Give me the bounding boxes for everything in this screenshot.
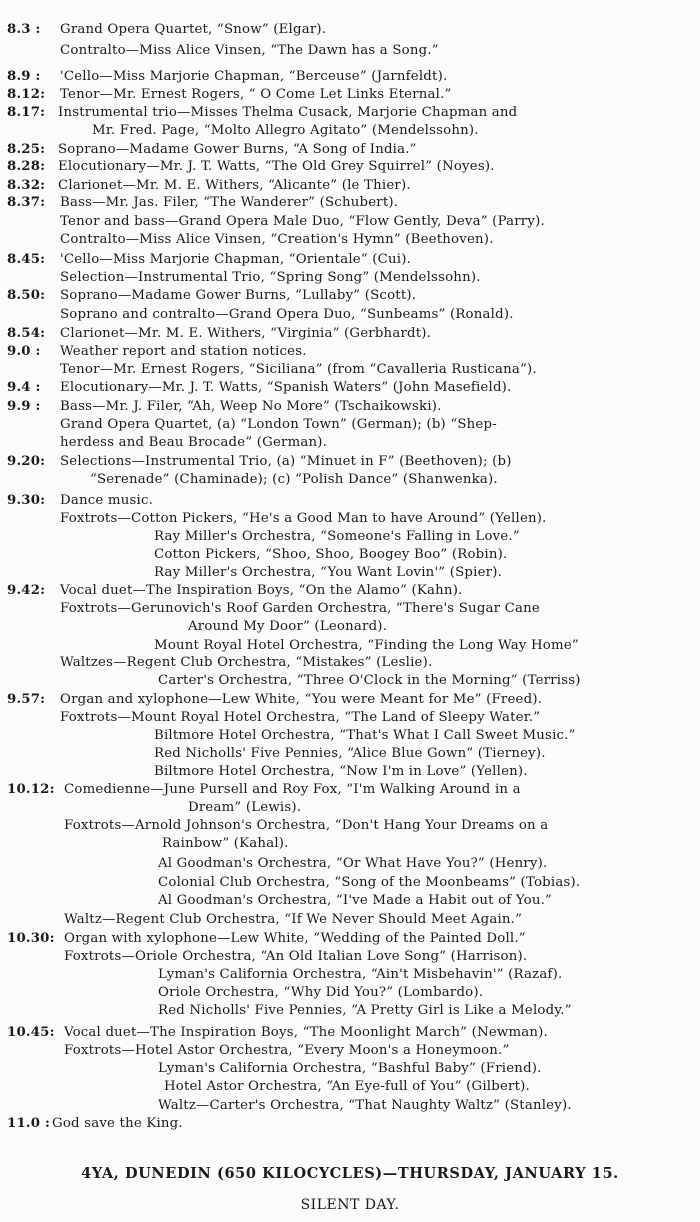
programme-line: Vocal duet—The Inspiration Boys, “The Moonlight March” (Newman). [64,1025,548,1040]
programme-line: Organ with xylophone—Lew White, “Wedding of the Painted Doll.” [64,931,526,946]
programme-line: Selection—Instrumental Trio, “Spring Song” (Mendelssohn). [60,270,481,285]
entry-time: 8.17: [7,105,46,120]
programme-line: God save the King. [52,1116,183,1131]
programme-line: Al Goodman's Orchestra, “Or What Have You?” (Henry). [158,856,548,871]
programme-line: Elocutionary—Mr. J. T. Watts, “Spanish Waters” (John Masefield). [60,380,512,395]
programme-line: Foxtrots—Mount Royal Hotel Orchestra, “The Land of Sleepy Water.” [60,710,541,725]
programme-line: Organ and xylophone—Lew White, “You were Meant for Me” (Freed). [60,692,543,707]
entry-time: 9.42: [7,583,46,598]
programme-line: Vocal duet—The Inspiration Boys, “On the Alamo” (Kahn). [60,583,463,598]
programme-line: Grand Opera Quartet, “Snow” (Elgar). [60,22,327,37]
programme-line: Elocutionary—Mr. J. T. Watts, “The Old Grey Squirrel” (Noyes). [58,159,495,174]
programme-line: Selections—Instrumental Trio, (a) “Minuet in F” (Beethoven); (b) [60,454,512,469]
entry-time: 8.9 : [7,69,41,84]
programme-line: Foxtrots—Arnold Johnson's Orchestra, “Don't Hang Your Dreams on a [64,818,549,833]
programme-line: Foxtrots—Oriole Orchestra, “An Old Italian Love Song” (Harrison). [64,949,528,964]
programme-line: Waltzes—Regent Club Orchestra, “Mistakes” (Leslie). [60,655,433,670]
programme-line: Biltmore Hotel Orchestra, “That's What I Call Sweet Music.” [154,728,576,743]
programme-line: Foxtrots—Hotel Astor Orchestra, “Every Moon's a Honeymoon.” [64,1043,510,1058]
entry-time: 8.45: [7,252,46,267]
entry-time: 11.0 : [7,1116,51,1131]
programme-line: Al Goodman's Orchestra, “I've Made a Habit out of You.” [158,893,553,908]
programme-line: Rainbow” (Kahal). [162,836,289,851]
programme-line: Soprano—Madame Gower Burns, “Lullaby” (Scott). [60,288,417,303]
programme-line: Biltmore Hotel Orchestra, “Now I'm in Love” (Yellen). [154,764,528,779]
entry-time: 8.32: [7,178,46,193]
station-heading: 4YA, DUNEDIN (650 KILOCYCLES)—THURSDAY, JANUARY 15. [81,1165,619,1182]
programme-line: Waltz—Regent Club Orchestra, “If We Never Should Meet Again.” [64,912,523,927]
programme-line: Ray Miller's Orchestra, “You Want Lovin'” (Spier). [154,565,503,580]
programme-line: Oriole Orchestra, “Why Did You?” (Lombardo). [158,985,484,1000]
programme-line: Soprano—Madame Gower Burns, “A Song of India.” [58,142,417,157]
silent-day-note: SILENT DAY. [300,1197,400,1213]
programme-line: Mr. Fred. Page, “Molto Allegro Agitato” (Mendelssohn). [92,123,479,138]
programme-line: “Serenade” (Chaminade); (c) “Polish Dance” (Shanwenka). [90,472,498,487]
programme-line: 'Cello—Miss Marjorie Chapman, “Berceuse” (Jarnfeldt). [60,69,448,84]
entry-time: 9.9 : [7,399,41,414]
programme-line: Waltz—Carter's Orchestra, “That Naughty Waltz” (Stanley). [158,1098,572,1113]
programme-line: 'Cello—Miss Marjorie Chapman, “Orientale” (Cui). [60,252,412,267]
programme-line: Bass—Mr. Jas. Filer, “The Wanderer” (Schubert). [60,195,399,210]
programme-line: Contralto—Miss Alice Vinsen, “The Dawn has a Song.” [60,43,439,58]
programme-line: Grand Opera Quartet, (a) “London Town” (German); (b) “Shep- [60,417,497,432]
programme-line: Dance music. [60,493,154,508]
programme-line: Lyman's California Orchestra, “Bashful Baby” (Friend). [158,1061,542,1076]
entry-time: 8.3 : [7,22,41,37]
programme-line: Bass—Mr. J. Filer, “Ah, Weep No More” (Tschaikowski). [60,399,442,414]
programme-line: Instrumental trio—Misses Thelma Cusack, Marjorie Chapman and [58,105,518,120]
programme-line: Colonial Club Orchestra, “Song of the Moonbeams” (Tobias). [158,875,581,890]
programme-line: Carter's Orchestra, “Three O'Clock in the Morning” (Terriss) [158,673,581,688]
programme-line: Weather report and station notices. [60,344,307,359]
programme-line: Red Nicholls' Five Pennies, “A Pretty Girl is Like a Melody.” [158,1003,572,1018]
entry-time: 9.30: [7,493,46,508]
programme-line: Cotton Pickers, “Shoo, Shoo, Boogey Boo” (Robin). [154,547,508,562]
entry-time: 9.57: [7,692,46,707]
entry-time: 10.45: [7,1025,55,1040]
programme-line: Foxtrots—Cotton Pickers, “He's a Good Man to have Around” (Yellen). [60,511,547,526]
programme-line: Clarionet—Mr. M. E. Withers, “Virginia” (Gerbhardt). [60,326,432,341]
programme-line: Around My Door” (Leonard). [188,619,388,634]
entry-time: 9.4 : [7,380,41,395]
entry-time: 10.12: [7,782,55,797]
programme-line: Clarionet—Mr. M. E. Withers, “Alicante” (le Thier). [58,178,411,193]
programme-line: herdess and Beau Brocade” (German). [60,435,328,450]
programme-line: Tenor and bass—Grand Opera Male Duo, “Flow Gently, Deva” (Parry). [60,214,545,229]
programme-line: Red Nicholls' Five Pennies, “Alice Blue Gown” (Tierney). [154,746,546,761]
programme-line: Lyman's California Orchestra, “Ain't Misbehavin'” (Razaf). [158,967,563,982]
entry-time: 8.37: [7,195,46,210]
programme-line: Foxtrots—Gerunovich's Roof Garden Orchestra, “There's Sugar Cane [60,601,540,616]
programme-line: Tenor—Mr. Ernest Rogers, “Siciliana” (from “Cavalleria Rusticana”). [60,362,537,377]
programme-line: Ray Miller's Orchestra, “Someone's Falling in Love.” [154,529,520,544]
entry-time: 8.50: [7,288,46,303]
entry-time: 9.0 : [7,344,41,359]
entry-time: 9.20: [7,454,46,469]
programme-line: Hotel Astor Orchestra, “An Eye-full of You” (Gilbert). [164,1079,530,1094]
entry-time: 8.12: [7,87,46,102]
entry-time: 8.54: [7,326,46,341]
programme-line: Soprano and contralto—Grand Opera Duo, “Sunbeams” (Ronald). [60,307,514,322]
programme-line: Comedienne—June Pursell and Roy Fox, “I'm Walking Around in a [64,782,521,797]
programme-line: Contralto—Miss Alice Vinsen, “Creation's Hymn” (Beethoven). [60,232,494,247]
entry-time: 8.28: [7,159,46,174]
programme-line: Dream” (Lewis). [188,800,302,815]
entry-time: 10.30: [7,931,55,946]
programme-line: Mount Royal Hotel Orchestra, “Finding the Long Way Home” [154,638,579,653]
entry-time: 8.25: [7,142,46,157]
programme-line: Tenor—Mr. Ernest Rogers, “ O Come Let Links Eternal.” [60,87,452,102]
